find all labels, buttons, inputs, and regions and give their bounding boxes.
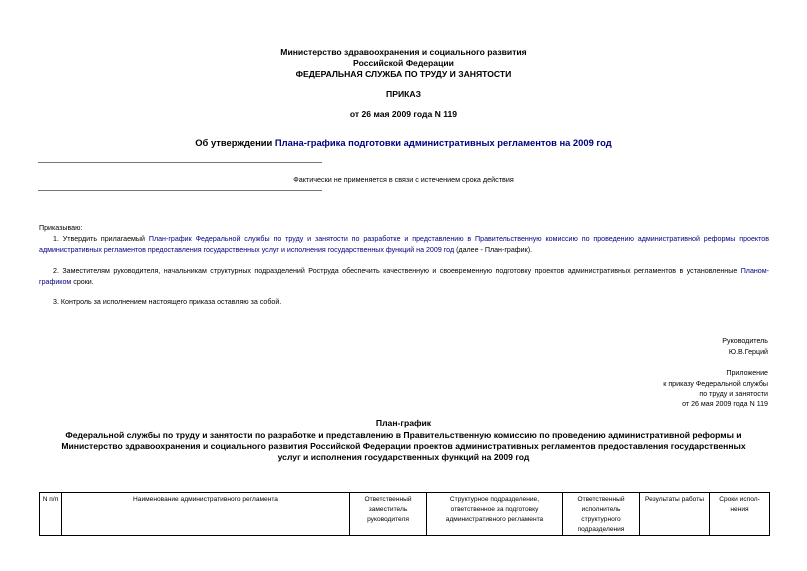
document-date: от 26 мая 2009 года N 119: [349, 109, 458, 119]
title-prefix: Об утверждении: [195, 137, 275, 148]
order-item-1-start: 1. Утвердить прилагаемый: [53, 235, 149, 243]
column-header-results: Результаты работы: [640, 493, 710, 536]
ministry-name-line-2: Российской Федерации: [353, 58, 454, 68]
document-title: [0, 137, 807, 148]
order-item-1-end: (далее - План-график).: [454, 246, 533, 254]
plan-schedule-link-2[interactable]: Планом-графиком: [39, 267, 769, 286]
column-header-deputy: Ответственный заместитель руководителя: [350, 493, 427, 536]
agency-name: ФЕДЕРАЛЬНАЯ СЛУЖБА ПО ТРУДУ И ЗАНЯТОСТИ: [295, 69, 512, 79]
ministry-name-line-1: Министерство здравоохранения и социального развития: [280, 47, 527, 57]
order-item-2-start: 2. Заместителям руководителя, начальникам структурных подразделений Роструда обеспечить качественную и своевременную подготовку проектов административных регламентов в установленные: [53, 267, 741, 275]
appendix-ref-line-2: по труду и занятости: [699, 390, 768, 398]
order-item-3: 3. Контроль за исполнением настоящего приказа оставляю за собой.: [53, 298, 282, 306]
plan-schedule-link[interactable]: План-график Федеральной службы по труду и занятости по разработке и представлению в Правительственную комиссию по проведению административной реформы проектов административных регламентов предоставления государственных услуг и исполнения государственных функций на 2009 год: [39, 235, 770, 254]
appendix-ref-date: от 26 мая 2009 года N 119: [682, 400, 768, 408]
plan-schedule-table: [39, 492, 770, 536]
column-header-deadline: Сроки испол-нения: [710, 493, 770, 536]
column-header-department: Структурное подразделение, ответственное за подготовку административного регламента: [427, 493, 563, 536]
appendix-label: Приложение: [726, 369, 768, 377]
plan-subtitle-line-2: Министерство здравоохранения и социального развития Российской Федерации проектов административных регламентов предоставления государственных: [61, 441, 746, 451]
column-header-regulation-name: Наименование административного регламента: [62, 493, 350, 536]
order-item-1: [39, 234, 769, 256]
plan-subtitle-line-3: услуг и исполнения государственных функций на 2009 год: [277, 452, 530, 462]
appendix-ref-line-1: к приказу Федеральной службы: [663, 380, 768, 388]
plan-title: План-график: [375, 418, 432, 428]
order-item-2: [39, 266, 769, 288]
table-header-row: [40, 493, 770, 536]
divider-bottom: [38, 190, 322, 191]
divider-top: [38, 162, 322, 163]
signature-name: Ю.В.Герций: [728, 348, 768, 356]
signature-position: Руководитель: [722, 337, 768, 345]
title-link[interactable]: Плана-графика подготовки административных регламентов на 2009 год: [274, 137, 612, 148]
plan-subtitle-line-1: Федеральной службы по труду и занятости по разработке и представлению в Правительственную комиссию по проведению административной реформы и: [65, 430, 742, 440]
status-note: Фактически не применяется в связи с истечением срока действия: [293, 175, 514, 184]
document-type: ПРИКАЗ: [386, 89, 421, 99]
order-item-2-end: сроки.: [71, 278, 94, 286]
column-header-number: N п/п: [40, 493, 62, 536]
column-header-executor: Ответственный исполнитель структурного подразделения: [563, 493, 640, 536]
order-intro: Приказываю:: [39, 224, 83, 232]
